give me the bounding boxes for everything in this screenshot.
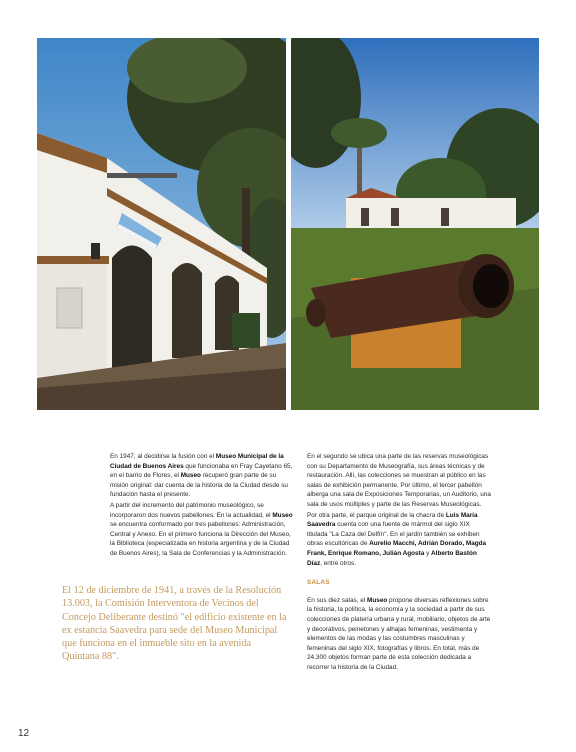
pull-quote: El 12 de diciembre de 1941, a través de la Resolución 13.003, la Comisión Interventora de Vecinos del Concejo Deliberante destinó "el edificio existente en la ex estancia Saavedra para sede del Museo Municipal que funciona en el inmueble sito en la avenida Quintana 88". xyxy=(62,585,287,663)
paragraph: A partir del incremento del patrimonio museológico, se incorporaron dos nuevos pabellones. En la actualidad, el Museo se encuentra conformado por tres pabellones: Administración, Central y Anexo. En el primero funciona la Dirección del Museo, la Biblioteca (especializada en historia argentina y de la Ciudad de Buenos Aires), la Sala de Conferencias y la Administración. xyxy=(110,501,293,557)
left-text-column xyxy=(110,452,293,560)
right-text-column xyxy=(307,452,492,673)
cannon-park-photo xyxy=(291,38,539,410)
museum-building-photo xyxy=(37,38,286,410)
paragraph: Por otra parte, el parque original de la chacra de Luis María Saavedra cuenta con una fuente de mármol del siglo XIX titulada "La Caza del Delfín". En el jardín también se exhiben obras escultóricas de Aurelio Macchi, Adrián Dorado, Magda Frank, Enrique Romano, Julián Agosta y Alberto Bastón Díaz, entre otros. xyxy=(307,511,487,567)
paragraph: En sus diez salas, el Museo propone diversas reflexiones sobre la historia, la política, la economía y la sociedad a partir de sus colecciones de platería urbana y rural, mobiliario, objetos de arte y decorativos, peinetones y alhajas femeninas, vestimenta y elementos de las modas y las costumbres masculinas y femeninas del siglo XIX, fotografías y libros. En total, más de 24.300 objetos forman parte de esta colección dedicada a recorrer la historia de la Ciudad. xyxy=(307,596,491,671)
paragraph: En el segundo se ubica una parte de las reservas museológicas con su Departamento de Museografía, sus áreas técnicas y de restauración. Allí, las colecciones se muestran al público en las salas de exhibición permanente. Por último, el tercer pabellón alberga una sala de Exposiciones Temporarias, un Auditorio, una sala de usos múltiples y parte de las Reservas Museológicas. xyxy=(307,453,491,508)
section-heading: SALAS xyxy=(307,579,330,587)
page-number: 12 xyxy=(18,728,30,739)
paragraph: En 1947, al decidirse la fusión con el Museo Municipal de la Ciudad de Buenos Aires que funcionaba en Fray Cayetano 65, en el barrio de Flores, el Museo recuperó gran parte de su misión original: dar cuenta de la historia de la Ciudad desde su fundación hasta el presente. xyxy=(110,453,293,499)
